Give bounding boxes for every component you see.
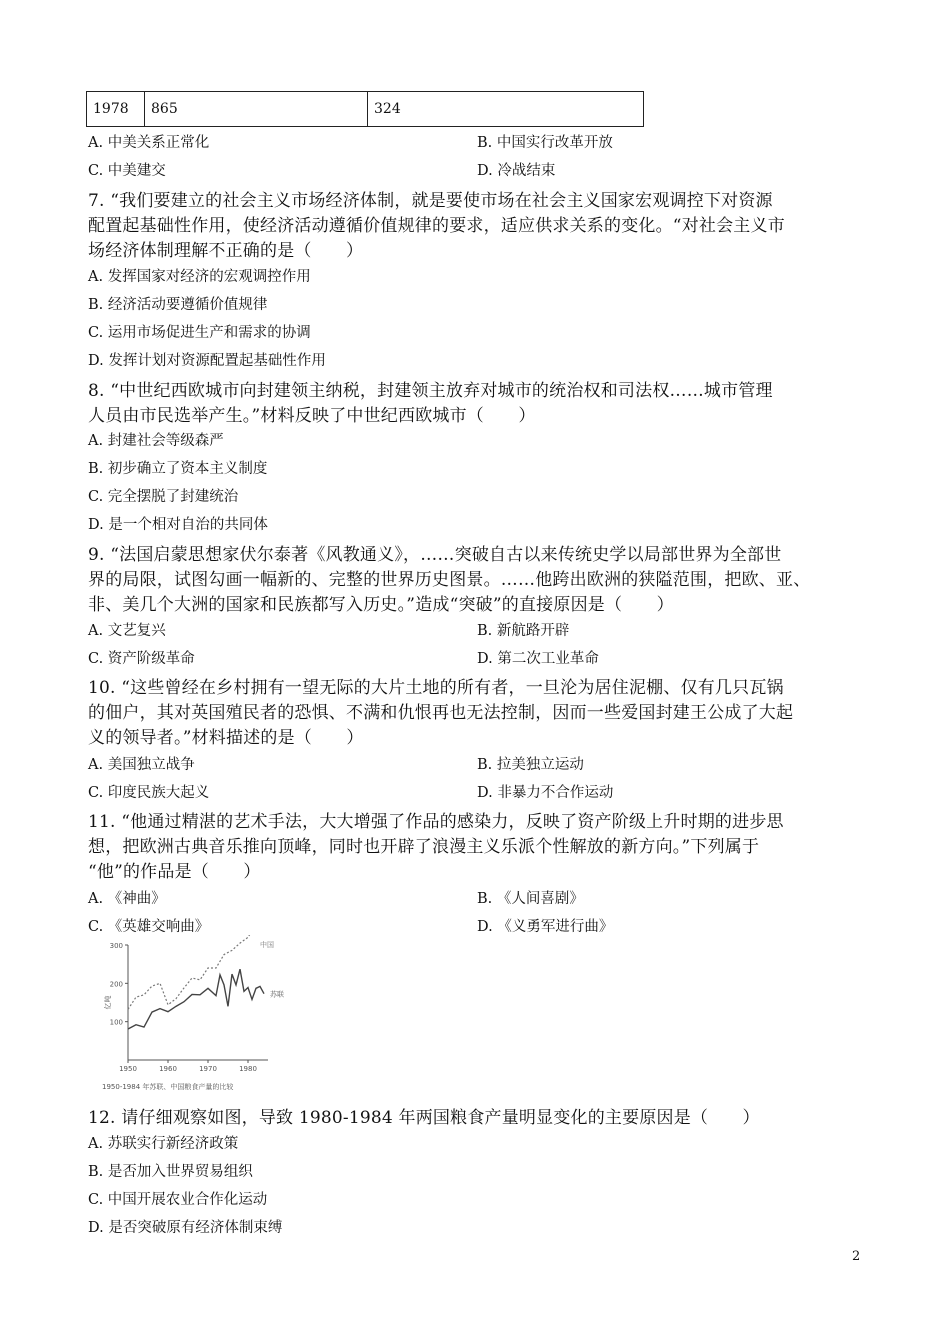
x-tick-label: 1970 [199,1065,217,1073]
q8-option-c: C. 完全摆脱了封建统治 [88,489,239,505]
q11-stem-line-2: 想，把欧洲古典音乐推向顶峰，同时也开辟了浪漫主义乐派个性解放的新方向。”下列属于 [88,837,760,857]
series-line-china [128,935,264,1009]
q6-option-a: A. 中美关系正常化 [88,135,210,151]
q7-stem-line-2: 配置起基础性作用，使经济活动遵循价值规律的要求，适应供求关系的变化。“对社会主义市 [88,216,785,236]
q9-option-c: C. 资产阶级革命 [88,651,195,667]
q12-option-d: D. 是否突破原有经济体制束缚 [88,1220,283,1236]
q8-option-a: A. 封建社会等级森严 [88,433,224,449]
q10-stem-line-2: 的佃户，其对英国殖民者的恐惧、不满和仇恨再也无法控制，因而一些爱国封建王公成了大起 [88,703,794,723]
q7-option-b: B. 经济活动要遵循价值规律 [88,297,268,313]
q9-stem-line-1: 9. “法国启蒙思想家伏尔泰著《风教通义》，……突破自古以来传统史学以局部世界为全部世 [88,545,782,565]
q9-option-b: B. 新航路开辟 [477,623,570,639]
q7-option-d: D. 发挥计划对资源配置起基础性作用 [88,353,326,369]
data-table [86,91,644,127]
q11-stem-line-3: “他”的作品是（ ） [88,862,261,882]
q6-option-c: C. 中美建交 [88,163,166,179]
q7-stem-line-1: 7. “我们要建立的社会主义市场经济体制，就是要使市场在社会主义国家宏观调控下对资源 [88,191,773,211]
q12-stem: 12. 请仔细观察如图，导致 1980-1984 年两国粮食产量明显变化的主要原因是（ ） [88,1108,760,1128]
q10-option-d: D. 非暴力不合作运动 [477,785,614,801]
table-cell-year: 1978 [87,92,145,127]
q12-option-b: B. 是否加入世界贸易组织 [88,1164,253,1180]
chart-title: 1950-1984 年苏联、中国粮食产量的比较 [102,1083,234,1091]
q10-option-c: C. 印度民族大起义 [88,785,210,801]
table-cell-value-1: 865 [145,92,368,127]
y-tick-label: 200 [109,980,123,989]
q8-option-b: B. 初步确立了资本主义制度 [88,461,268,477]
q6-option-b: B. 中国实行改革开放 [477,135,613,151]
grain-output-chart [100,935,290,1095]
chart-axes [125,945,268,1063]
chart-marks [128,935,264,1029]
series-line-ussr [128,969,264,1029]
q11-option-d: D. 《义勇军进行曲》 [477,919,614,935]
chart-text [102,940,284,1091]
q8-stem-line-2: 人员由市民选举产生。”材料反映了中世纪西欧城市（ ） [88,406,536,426]
y-tick-label: 100 [109,1018,123,1027]
q6-option-d: D. 冷战结束 [477,163,556,179]
q9-stem-line-3: 非、美几个大洲的国家和民族都写入历史。”造成“突破”的直接原因是（ ） [88,595,674,615]
q9-option-a: A. 文艺复兴 [88,623,166,639]
q11-option-c: C. 《英雄交响曲》 [88,919,210,935]
chart-svg [100,935,290,1095]
q7-option-c: C. 运用市场促进生产和需求的协调 [88,325,311,341]
q10-stem-line-1: 10. “这些曾经在乡村拥有一望无际的大片土地的所有者，一旦沦为居住泥棚、仅有几只瓦锅 [88,678,784,698]
x-tick-label: 1960 [159,1065,177,1073]
x-tick-label: 1980 [239,1065,257,1073]
q12-option-a: A. 苏联实行新经济政策 [88,1136,239,1152]
q9-stem-line-2: 界的局限，试图勾画一幅新的、完整的世界历史图景。……他跨出欧洲的狭隘范围，把欧、亚、 [88,570,811,590]
x-tick-label: 1950 [119,1065,137,1073]
q12-option-c: C. 中国开展农业合作化运动 [88,1192,268,1208]
page-number: 2 [852,1249,861,1264]
q11-option-a: A. 《神曲》 [88,891,166,907]
series-label-china: 中国 [260,941,274,949]
y-tick-label: 300 [109,942,123,950]
y-axis-label: 亿吨 [104,995,112,1010]
q11-option-b: B. 《人间喜剧》 [477,891,584,907]
table-row [87,92,644,127]
q7-option-a: A. 发挥国家对经济的宏观调控作用 [88,269,311,285]
q7-stem-line-3: 场经济体制理解不正确的是（ ） [88,241,364,261]
q10-stem-line-3: 义的领导者。”材料描述的是（ ） [88,728,364,748]
table-cell-value-2: 324 [368,92,644,127]
q9-option-d: D. 第二次工业革命 [477,651,599,667]
series-label-ussr: 苏联 [270,990,284,999]
q11-stem-line-1: 11. “他通过精湛的艺术手法，大大增强了作品的感染力，反映了资产阶级上升时期的进步思 [88,812,784,832]
q10-option-b: B. 拉美独立运动 [477,757,584,773]
q8-option-d: D. 是一个相对自治的共同体 [88,517,268,533]
q10-option-a: A. 美国独立战争 [88,757,195,773]
q8-stem-line-1: 8. “中世纪西欧城市向封建领主纳税，封建领主放弃对城市的统治权和司法权……城市管理 [88,381,773,401]
